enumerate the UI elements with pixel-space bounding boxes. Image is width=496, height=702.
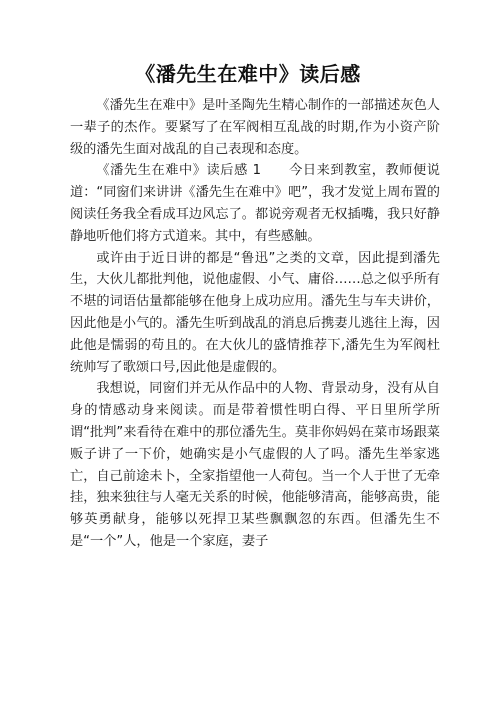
paragraph: 《潘先生在难中》读后感 1 今日来到教室，教师便说道：“同窗们来讲讲《潘先生在难中》吧”，我才发觉上周布置的阅读任务我全看成耳边风忘了。都说旁观者无权插嘴，我只好静静地听他们将方式道来。其中，有些感触。 [70,163,440,244]
paragraph: 《潘先生在难中》是叶圣陶先生精心制作的一部描述灰色人一辈子的杰作。要紧写了在军阀相互乱战的时期,作为小资产阶级的潘先生面对战乱的自己表现和态度。 [70,98,440,157]
paragraph: 或许由于近日讲的都是“鲁迅”之类的文章，因此提到潘先生，大伙儿都批判他，说他虚假、小气、庸俗……总之似乎所有不堪的词语估量都能够在他身上成功应用。潘先生与车夫讲价，因此他是小气的。潘先生听到战乱的消息后携妻儿逃往上海，因此他是懦弱的苟且的。在大伙儿的盛情推荐下,潘先生为军阀杜统帅写了歌颂口号,因此他是虚假的。 [70,250,440,375]
paragraph: 我想说，同窗们并无从作品中的人物、背景动身，没有从自身的情感动身来阅读。而是带着惯性明白得、平日里所学所谓“批判”来看待在难中的那位潘先生。莫非你妈妈在菜市场跟菜贩子讲了一下价，她确实是小气虚假的人了吗。潘先生举家逃亡，自己前途未卜，全家指望他一人荷包。当一个人于世了无牵挂，独来独往与人毫无关系的时候，他能够清高，能够高贵，能够英勇献身，能够以死捍卫某些飘飘忽的东西。但潘先生不是“一个”人，他是一个家庭，妻子 [70,381,440,549]
document-body [70,95,440,553]
document-title: 《潘先生在难中》读后感 [135,62,361,86]
